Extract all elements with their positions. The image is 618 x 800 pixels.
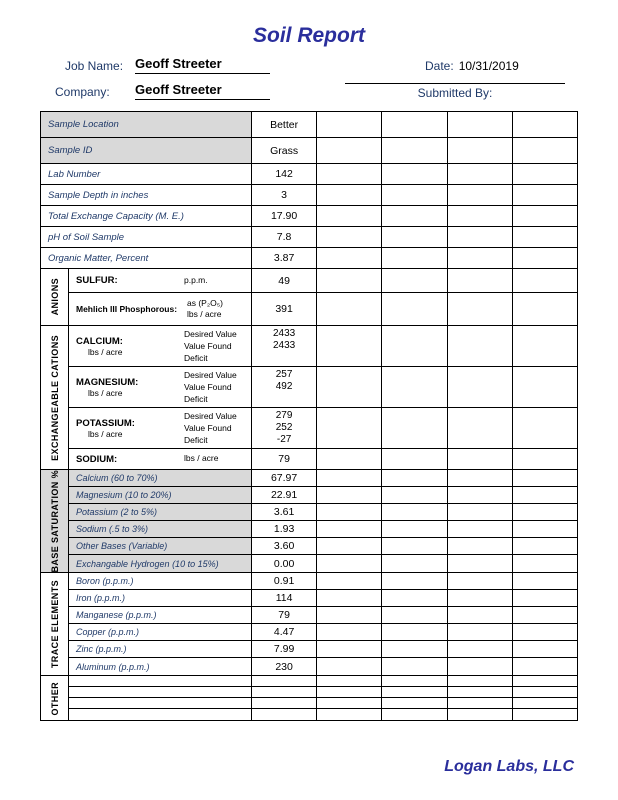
row-label: Lab Number [48,168,101,180]
table-row [69,658,577,675]
table-row [69,449,577,469]
empty-cell [316,293,381,325]
empty-cell [447,326,512,366]
table-row [69,555,577,572]
empty-cell [447,658,512,675]
row-value: 0.00 [251,555,316,572]
row-value: 3.60 [251,538,316,554]
empty-cell [447,164,512,184]
empty-cell [512,227,577,247]
empty-cell [512,326,577,366]
empty-cell [447,624,512,640]
empty-cell [316,607,381,623]
row-label: Manganese (p.p.m.) [76,610,157,621]
empty-cell [447,293,512,325]
empty-cell [512,408,577,448]
empty-cell [316,112,381,137]
empty-cell [316,709,381,720]
empty-cell [447,367,512,407]
table-row [41,248,577,269]
sub-label: Desired Value [184,370,237,380]
table-row [41,164,577,185]
date-label: Date: [425,59,454,73]
table-row [69,676,577,687]
empty-cell [316,206,381,226]
anions-section [41,269,577,326]
row-value: Better [251,112,316,137]
other-section-label: OTHER [41,676,69,720]
sub-label: Value Found [184,423,232,433]
row-value: 17.90 [251,206,316,226]
empty-cell [316,138,381,163]
table-row [69,269,577,293]
header-line-2 [40,81,578,107]
table-row [69,521,577,538]
row-unit: lbs / acre [88,387,123,398]
table-row [69,538,577,555]
empty-cell [316,408,381,448]
table-row [69,487,577,504]
empty-cell [381,487,446,503]
empty-cell [69,687,251,697]
row-value: 2433 2433 [251,326,316,366]
empty-cell [512,269,577,292]
base-saturation-section [41,470,577,573]
empty-cell [381,624,446,640]
row-value: Grass [251,138,316,163]
row-label: Sample ID [41,138,251,163]
empty-cell [381,470,446,486]
row-value: 391 [251,293,316,325]
empty-cell [381,164,446,184]
sub-label: Deficit [184,394,208,404]
empty-cell [447,687,512,697]
sub-label: Deficit [184,435,208,445]
row-label: Sample Depth in inches [48,189,149,201]
cations-section-label: EXCHANGEABLE CATIONS [41,326,69,469]
empty-cell [447,676,512,686]
empty-cell [512,185,577,205]
empty-cell [447,573,512,589]
empty-cell [316,687,381,697]
date-value: 10/31/2019 [458,59,519,73]
trace-elements-section [41,573,577,676]
empty-cell [316,227,381,247]
row-label: Copper (p.p.m.) [76,627,140,638]
empty-cell [381,112,446,137]
empty-cell [512,248,577,268]
table-row [41,112,577,138]
sub-label: Desired Value [184,329,237,339]
empty-cell [512,709,577,720]
row-value: 7.8 [251,227,316,247]
row-value: 3.87 [251,248,316,268]
empty-cell [447,269,512,292]
empty-cell [316,521,381,537]
empty-cell [512,206,577,226]
empty-cell [381,709,446,720]
sub-label: Value Found [184,382,232,392]
empty-cell [381,555,446,572]
empty-cell [251,687,316,697]
row-unit: lbs / acre [88,346,123,357]
table-row [69,641,577,658]
empty-cell [512,607,577,623]
row-value: 4.47 [251,624,316,640]
table-row [69,326,577,367]
empty-cell [447,185,512,205]
empty-cell [512,624,577,640]
table-row [69,709,577,720]
empty-cell [381,269,446,292]
job-name-label: Job Name: [65,59,124,73]
empty-cell [512,573,577,589]
row-value: 230 [251,658,316,675]
header-line-1 [40,55,578,81]
empty-cell [381,698,446,708]
empty-cell [316,676,381,686]
row-label: Organic Matter, Percent [48,252,149,264]
empty-cell [512,687,577,697]
empty-cell [251,709,316,720]
empty-cell [447,449,512,469]
empty-cell [316,470,381,486]
row-label: Mehlich III Phosphorous: [76,304,178,314]
job-name-value: Geoff Streeter [135,56,270,74]
empty-cell [381,658,446,675]
submitted-by-group [345,83,565,100]
row-value: 142 [251,164,316,184]
row-value: 3.61 [251,504,316,520]
row-unit: lbs / acre [184,453,219,464]
row-label: SODIUM: [76,453,118,465]
row-label: pH of Soil Sample [48,231,125,243]
trace-elements-section-label: TRACE ELEMENTS [41,573,69,675]
row-label: Calcium (60 to 70%) [69,470,251,486]
row-value: 49 [251,269,316,292]
empty-cell [447,698,512,708]
empty-cell [381,538,446,554]
empty-cell [381,293,446,325]
row-value: 7.99 [251,641,316,657]
empty-cell [447,227,512,247]
empty-cell [447,206,512,226]
empty-cell [381,521,446,537]
empty-cell [447,504,512,520]
empty-cell [512,658,577,675]
row-label: Zinc (p.p.m.) [76,644,127,655]
table-row [69,624,577,641]
empty-cell [447,138,512,163]
empty-cell [251,698,316,708]
empty-cell [512,487,577,503]
empty-cell [512,538,577,554]
empty-cell [447,112,512,137]
row-value: 257 492 [251,367,316,407]
row-value: 0.91 [251,573,316,589]
row-label: Iron (p.p.m.) [76,593,126,604]
table-row [69,607,577,624]
empty-cell [512,698,577,708]
row-unit: as (P₂O₅) lbs / acre [187,297,224,319]
empty-cell [381,367,446,407]
empty-cell [512,138,577,163]
empty-cell [447,408,512,448]
empty-cell [381,326,446,366]
empty-cell [447,470,512,486]
empty-cell [381,408,446,448]
row-label: Potassium (2 to 5%) [69,504,251,520]
table-row [69,408,577,449]
empty-cell [381,573,446,589]
empty-cell [381,607,446,623]
empty-cell [381,504,446,520]
table-row [41,206,577,227]
empty-cell [381,138,446,163]
row-label: MAGNESIUM: [76,376,139,388]
company-value: Geoff Streeter [135,82,270,100]
table-row [69,470,577,487]
company-label: Company: [55,85,110,99]
empty-cell [381,449,446,469]
row-label: Magnesium (10 to 20%) [69,487,251,503]
empty-cell [447,641,512,657]
sub-label: Value Found [184,341,232,351]
empty-cell [69,698,251,708]
empty-cell [69,709,251,720]
empty-cell [447,521,512,537]
row-value: 22.91 [251,487,316,503]
empty-cell [381,687,446,697]
empty-cell [316,658,381,675]
row-label: Boron (p.p.m.) [76,576,134,587]
row-label: CALCIUM: [76,335,123,347]
row-unit: p.p.m. [184,274,208,285]
empty-cell [447,248,512,268]
empty-cell [381,206,446,226]
empty-cell [316,573,381,589]
empty-cell [512,112,577,137]
empty-cell [512,590,577,606]
row-unit: lbs / acre [88,428,123,439]
table-row [41,227,577,248]
sub-label: Deficit [184,353,208,363]
empty-cell [316,698,381,708]
empty-cell [316,248,381,268]
cations-section [41,326,577,470]
empty-cell [316,504,381,520]
table-row [69,698,577,709]
empty-cell [381,248,446,268]
table-row [69,590,577,607]
table-row [69,367,577,408]
empty-cell [69,676,251,686]
other-section [41,676,577,720]
row-label: SULFUR: [76,275,118,286]
page-title: Soil Report [252,24,365,47]
row-label: Sodium (.5 to 3%) [69,521,251,537]
empty-cell [316,367,381,407]
empty-cell [447,538,512,554]
empty-cell [316,164,381,184]
empty-cell [447,709,512,720]
sub-label: Desired Value [184,411,237,421]
row-label: Other Bases (Variable) [69,538,251,554]
empty-cell [316,555,381,572]
empty-cell [316,538,381,554]
table-row [41,138,577,164]
empty-cell [316,269,381,292]
empty-cell [316,185,381,205]
date-group [425,59,519,73]
empty-cell [512,293,577,325]
empty-cell [381,676,446,686]
row-label: Total Exchange Capacity (M. E.) [48,210,184,222]
table-row [69,687,577,698]
empty-cell [512,555,577,572]
empty-cell [512,641,577,657]
empty-cell [316,590,381,606]
empty-cell [512,504,577,520]
row-value: 3 [251,185,316,205]
base-saturation-section-label: BASE SATURATION % [41,470,69,572]
empty-cell [316,487,381,503]
row-label: POTASSIUM: [76,417,135,429]
row-label: Aluminum (p.p.m.) [76,661,150,672]
empty-cell [316,624,381,640]
empty-cell [512,449,577,469]
empty-cell [512,676,577,686]
empty-cell [512,521,577,537]
anions-section-label: ANIONS [41,269,69,325]
empty-cell [316,449,381,469]
empty-cell [316,641,381,657]
row-label: Exchangable Hydrogen (10 to 15%) [69,555,251,572]
lab-name: Logan Labs, LLC [444,758,574,775]
submitted-by-label: Submitted By: [417,86,493,100]
empty-cell [447,590,512,606]
table-row [69,573,577,590]
empty-cell [447,487,512,503]
empty-cell [512,367,577,407]
row-value: 67.97 [251,470,316,486]
report-table [40,111,578,721]
table-row [41,185,577,206]
row-value: 79 [251,607,316,623]
row-label: Sample Location [41,112,251,137]
row-value: 79 [251,449,316,469]
row-value: 1.93 [251,521,316,537]
empty-cell [381,590,446,606]
empty-cell [512,164,577,184]
empty-cell [316,326,381,366]
row-value: 114 [251,590,316,606]
empty-cell [447,607,512,623]
row-value: 279 252 -27 [251,408,316,448]
table-row [69,504,577,521]
empty-cell [381,227,446,247]
empty-cell [447,555,512,572]
empty-cell [512,470,577,486]
empty-cell [251,676,316,686]
table-row [69,293,577,325]
empty-cell [381,641,446,657]
empty-cell [381,185,446,205]
